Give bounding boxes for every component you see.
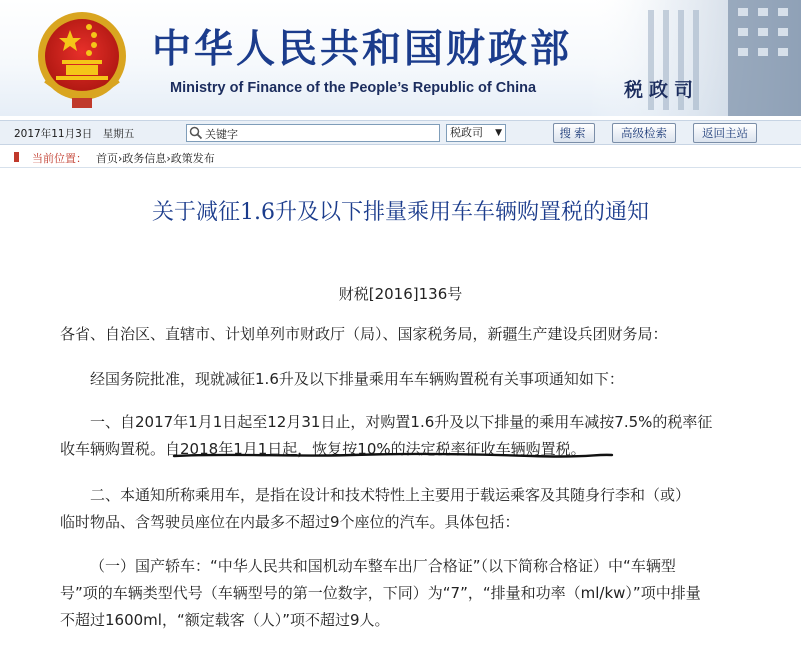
sub1-line3: 不超过1600ml，“额定载客（人）”项不超过9人。	[60, 611, 390, 629]
breadcrumb-path[interactable]: 首页›政务信息›政策发布	[96, 152, 215, 165]
breadcrumb-marker-icon	[14, 152, 19, 162]
handwritten-underline	[172, 448, 614, 460]
chevron-down-icon: ▼	[495, 128, 502, 138]
sub1-line1: （一）国产轿车：“中华人民共和国机动车整车出厂合格证”（以下简称合格证）中“车辆型	[90, 557, 676, 575]
search-input[interactable]	[186, 124, 440, 142]
item1-line2-text: 收车辆购置税。	[60, 440, 166, 458]
document-number: 财税[2016]136号	[338, 285, 463, 303]
item2-line2: 临时物品、含驾驶员座位在内最多不超过9个座位的汽车。具体包括：	[60, 513, 520, 531]
site-header	[0, 0, 801, 116]
department-name: 税政司	[624, 79, 700, 101]
scope-select[interactable]	[446, 124, 506, 142]
item1-line1: 一、自2017年1月1日起至12月31日止，对购置1.6升及以下排量的乘用车减按7.5%的税率征	[90, 413, 713, 431]
article-title: 关于减征1.6升及以下排量乘用车车辆购置税的通知	[152, 200, 649, 225]
scope-select-value: 税政司	[450, 126, 483, 139]
search-button[interactable]: 搜索	[553, 123, 595, 143]
intro-paragraph: 经国务院批准，现就减征1.6升及以下排量乘用车车辆购置税有关事项通知如下：	[90, 370, 624, 388]
search-input-value: 关键字	[205, 128, 238, 141]
search-toolbar	[0, 120, 801, 145]
breadcrumb-label: 当前位置：	[32, 152, 87, 165]
recipients-paragraph: 各省、自治区、直辖市、计划单列市财政厅（局）、国家税务局，新疆生产建设兵团财务局：	[60, 325, 668, 343]
ministry-english-title: Ministry of Finance of the People’s Republic of China	[170, 80, 537, 96]
sub1-line2: 号”项的车辆类型代号（车辆型号的第一位数字，下同）为“7”，“排量和功率（ml/kw）”项中排量	[60, 584, 701, 602]
national-emblem-icon	[36, 10, 128, 110]
back-to-home-button[interactable]: 返回主站	[693, 123, 757, 143]
search-icon	[189, 126, 203, 140]
highlighted-sentence: 自2018年1月1日起，恢复按10%的法定税率征收车辆购置税。	[165, 440, 586, 458]
current-date: 2017年11月3日 星期五	[14, 128, 135, 140]
ministry-chinese-title: 中华人民共和国财政部	[152, 26, 573, 72]
breadcrumb	[0, 146, 801, 168]
item2-line1: 二、本通知所称乘用车，是指在设计和技术特性上主要用于载运乘客及其随身行李和（或）	[90, 486, 691, 504]
advanced-search-button[interactable]: 高级检索	[612, 123, 676, 143]
